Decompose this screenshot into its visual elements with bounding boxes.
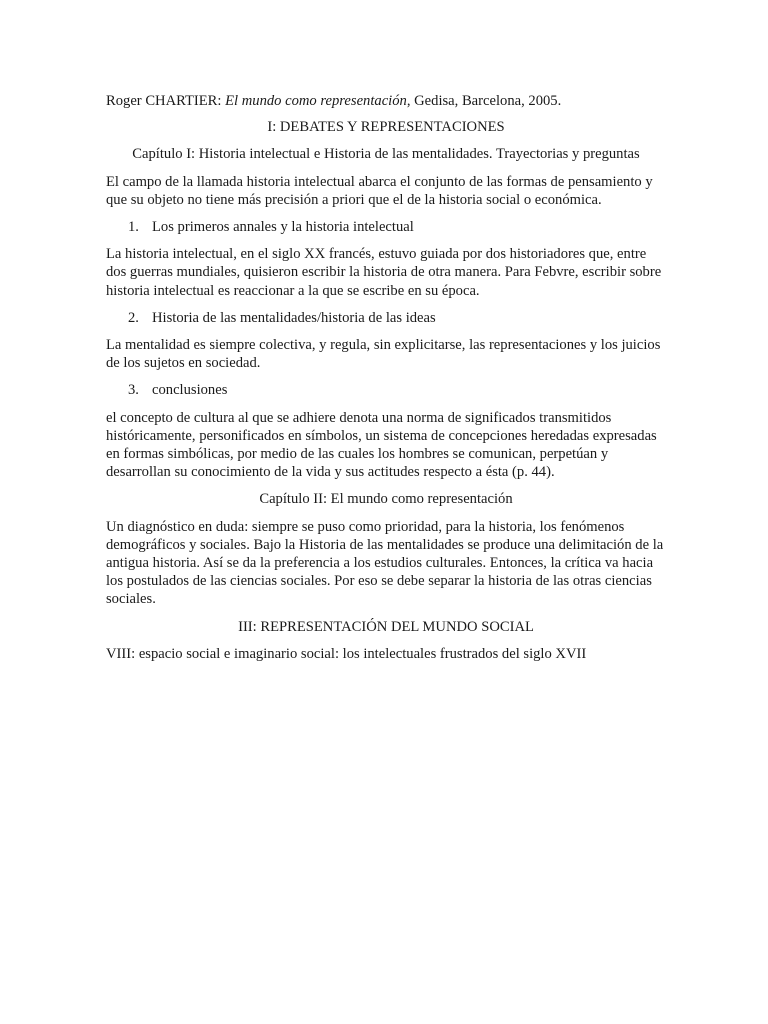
- section-2-heading-text: Historia de las mentalidades/historia de las ideas: [152, 309, 436, 326]
- section-3-number: 3.: [128, 382, 139, 399]
- chapter-8-line: VIII: espacio social e imaginario social: los intelectuales frustrados del siglo XVII: [106, 645, 587, 662]
- section-1-number: 1.: [128, 219, 139, 236]
- part-1-title: I: DEBATES Y REPRESENTACIONES: [267, 119, 505, 136]
- chapter-1-title: Capítulo I: Historia intelectual e Historia de las mentalidades. Trayectorias y preguntas: [132, 146, 640, 163]
- section-3-heading-text: conclusiones: [152, 382, 228, 399]
- citation: [106, 92, 666, 110]
- section-3-paragraph: el concepto de cultura al que se adhiere denota una norma de significados transmitidos históricamente, personificados en símbolos, un sistema de concepciones heredadas expresadas en formas simbólicas, por medio de las cuales los hombres se comunican, perpetúan y desarrollan su conocimiento de la vida y sus actitudes respecto a ésta (p. 44).: [106, 409, 657, 481]
- citation-title: El mundo como representación: [225, 93, 407, 109]
- document-page: [106, 92, 666, 663]
- section-1-heading: [128, 218, 666, 236]
- section-2-heading: [128, 309, 666, 327]
- chapter-2-title: Capítulo II: El mundo como representación: [259, 491, 513, 508]
- section-1-paragraph: La historia intelectual, en el siglo XX francés, estuvo guiada por dos historiadores que, entre dos guerras mundiales, quisieron escribir la historia de otra manera. Para Febvre, escribir sobre historia intelectual es reaccionar a la que se escribe en su época.: [106, 246, 662, 299]
- citation-author: Roger CHARTIER:: [106, 93, 226, 109]
- citation-publisher: , Gedisa, Barcelona, 2005.: [406, 93, 562, 109]
- section-2-number: 2.: [128, 309, 139, 326]
- chapter-2-paragraph: Un diagnóstico en duda: siempre se puso como prioridad, para la historia, los fenómenos demográficos y sociales. Bajo la Historia de las mentalidades se produce una delimitación de la antigua historia. Así se da la preferencia a los estudios culturales. Entonces, la crítica va hacia los postulados de las ciencias sociales. Por eso se debe separar la historia de las otras ciencias sociales.: [106, 518, 664, 608]
- section-2-paragraph: La mentalidad es siempre colectiva, y regula, sin explicitarse, las representaciones y los juicios de los sujetos en sociedad.: [106, 337, 661, 372]
- intro-paragraph: El campo de la llamada historia intelectual abarca el conjunto de las formas de pensamiento y que su objeto no tiene más precisión a priori que el de la historia social o económica.: [106, 173, 653, 208]
- section-3-heading: [128, 381, 666, 399]
- part-3-title: III: REPRESENTACIÓN DEL MUNDO SOCIAL: [238, 618, 534, 635]
- section-1-heading-text: Los primeros annales y la historia intelectual: [152, 219, 414, 236]
